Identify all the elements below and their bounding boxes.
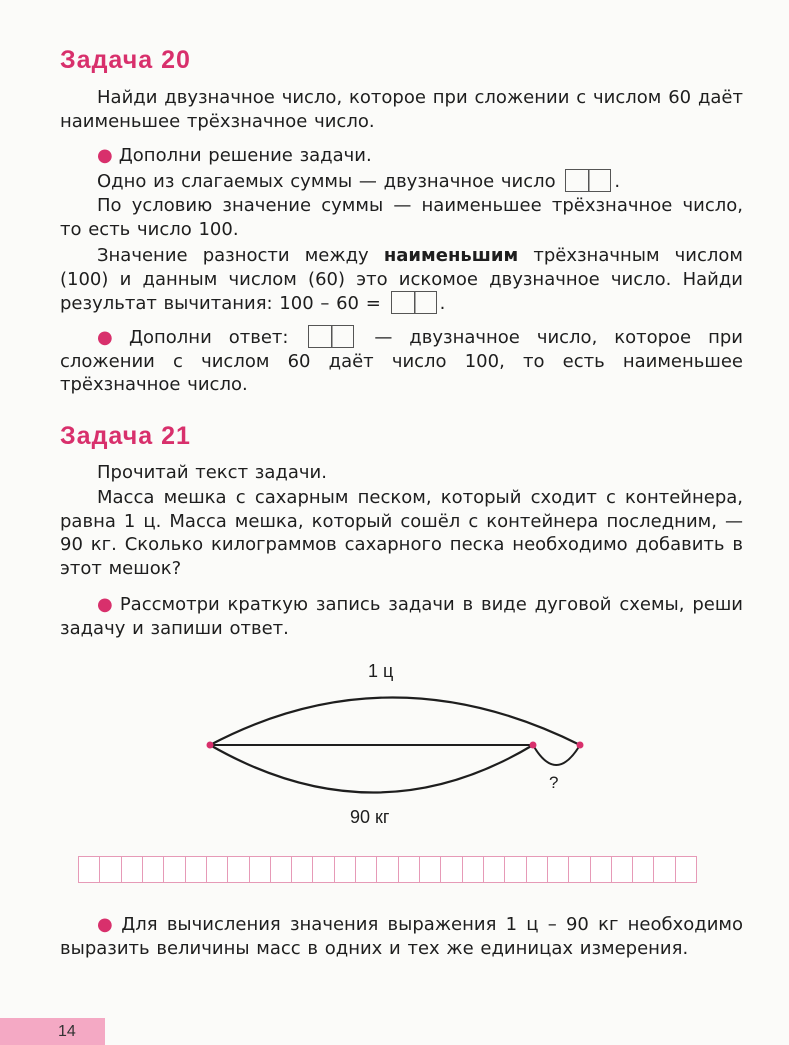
answer-cell[interactable] [462,856,485,883]
bullet-icon: ● [97,145,113,166]
task-21-bullet-1 [60,593,743,640]
answer-cell[interactable] [526,856,549,883]
answer-cell[interactable] [142,856,165,883]
answer-cell[interactable] [312,856,335,883]
arc-bottom [210,745,533,793]
answer-cell[interactable] [483,856,506,883]
task-21-bullet-1-text: Рассмотри краткую запись задачи в виде дуговой схемы, реши задачу и запиши ответ. [60,594,743,639]
task-20-line-3-pre: Значение разности между [97,245,384,266]
task-21-bullet-2 [60,913,743,960]
answer-cell[interactable] [78,856,101,883]
arc-diagram [200,655,600,835]
task-20-title: Задача 20 [60,46,191,74]
answer-cell[interactable] [376,856,399,883]
answer-cell[interactable] [99,856,122,883]
answer-cell[interactable] [121,856,144,883]
answer-box-1[interactable] [565,169,611,192]
task-20-line-3: Значение разности между наименьшим трёхзначным числом (100) и данным числом (60) это искомое двузначное число. Найди результат вычитания: 100 – 60 = . [60,245,743,314]
answer-box-2[interactable] [391,291,437,314]
task-20-bullet-1-text: Дополни решение задачи. [118,145,372,166]
answer-cell[interactable] [227,856,250,883]
answer-cell[interactable] [440,856,463,883]
task-20-bullet-2-pre: Дополни ответ: [128,327,289,348]
answer-cell[interactable] [419,856,442,883]
answer-cell[interactable] [547,856,570,883]
answer-cell[interactable] [249,856,272,883]
answer-grid[interactable] [78,856,696,883]
label-top: 1 ц [368,661,394,681]
answer-cell[interactable] [675,856,698,883]
task-20-line-1: Одно из слагаемых суммы — двузначное число . [97,171,621,192]
label-question: ? [549,773,559,792]
point-middle [530,742,537,749]
arc-small [533,745,580,765]
answer-cell[interactable] [355,856,378,883]
arc-top [210,698,580,746]
answer-cell[interactable] [590,856,613,883]
page-number: 14 [58,1023,76,1040]
bullet-icon: ● [97,327,123,348]
task-21-intro: Прочитай текст задачи. [97,462,327,483]
task-21-statement: Масса мешка с сахарным песком, который сходит с контейнера, равна 1 ц. Масса мешка, который сошёл с контейнера последним, — 90 кг. Сколько килограммов сахарного песка необходимо добавить в этот мешок? [60,487,743,579]
point-start [207,742,214,749]
task-20-bullet-2-post: — двузначное число, которое при сложении с числом 60 даёт число 100, то есть наименьшее трёхзначное число. [60,327,743,395]
task-20-line-3-bold: наименьшим [383,245,519,266]
answer-cell[interactable] [185,856,208,883]
bullet-icon: ● [97,594,114,615]
task-20-line-2: По условию значение суммы — наименьшее трёхзначное число, то есть число 100. [60,195,743,240]
answer-cell[interactable] [632,856,655,883]
task-20-statement: Найди двузначное число, которое при сложении с числом 60 даёт наименьшее трёхзначное число. [60,87,743,132]
task-21-title: Задача 21 [60,422,191,450]
answer-box-3[interactable] [308,325,354,348]
answer-cell[interactable] [611,856,634,883]
answer-cell[interactable] [291,856,314,883]
answer-cell[interactable] [163,856,186,883]
label-bottom: 90 кг [350,807,390,827]
bullet-icon: ● [97,914,116,935]
answer-cell[interactable] [398,856,421,883]
task-20-line-1-text: Одно из слагаемых суммы — двузначное число [97,171,556,192]
answer-cell[interactable] [568,856,591,883]
task-21-bullet-2-text: Для вычисления значения выражения 1 ц – 90 кг необходимо выразить величины масс в одних и тех же единицах измерения. [60,914,743,959]
answer-cell[interactable] [653,856,676,883]
answer-cell[interactable] [334,856,357,883]
page-number-tab [0,1018,105,1045]
answer-cell[interactable] [504,856,527,883]
answer-cell[interactable] [206,856,229,883]
task-20-bullet-2 [60,325,743,397]
task-20-bullet-1 [97,144,743,168]
answer-cell[interactable] [270,856,293,883]
task-20-line-3-post: трёхзначным числом (100) и данным числом (60) это искомое двузначное число. Найди результат вычитания: 100 – 60 = [60,245,743,314]
point-end [577,742,584,749]
